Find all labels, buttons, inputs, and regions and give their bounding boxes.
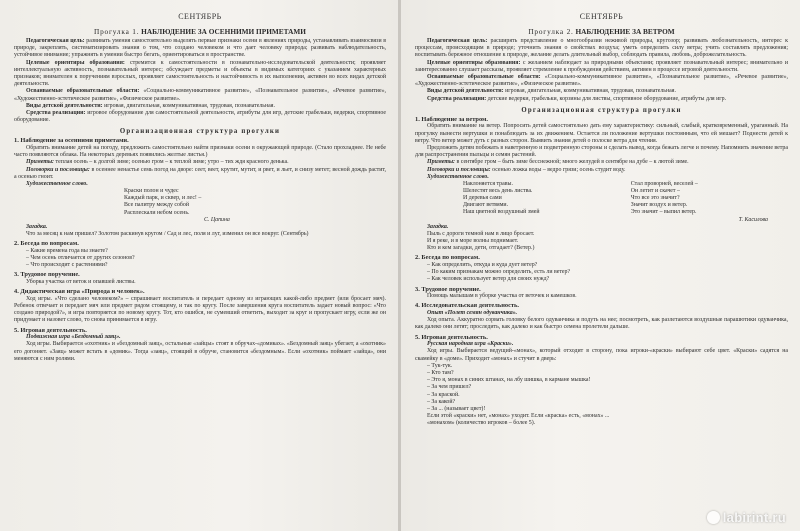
signs-paragraph: Приметы: в сентябре гром – быть зиме бесснежной; много желудей в сентябре на дубе – к лютой зиме. bbox=[427, 159, 689, 166]
game-text: Ход игры. Выбирается ведущий-«монах», который отходит в сторону, пока игроки-«краски» выбирают себе цвет. «Краски» садятся на скамейку в «доме». Приходит «монах» и стучит в дверь: bbox=[415, 348, 788, 362]
section-heading: 1. Наблюдение за ветром. bbox=[415, 115, 489, 123]
structure-heading: Организационная структура прогулки bbox=[521, 106, 682, 114]
walk-number: Прогулка 1. bbox=[94, 27, 140, 36]
walk-topic: НАБЛЮДЕНИЕ ЗА ОСЕННИМИ ПРИМЕТАМИ bbox=[141, 27, 306, 36]
areas-paragraph: Осваиваемые образовательные области: «Социально-коммуникативное развитие», «Познавательное развитие», «Речевое развитие», «Художественно-эстетическое развитие», «Физическое развитие». bbox=[415, 74, 788, 88]
proverbs-paragraph: Поговорки и пословицы: в осеннее ненастье семь погод на дворе: сеет, веет, крутит, мутит, и рвет, и льет, и снизу метет; весной дождь растит, а осенью гноит. bbox=[14, 166, 386, 180]
question: – Что происходит с растениями? bbox=[26, 262, 108, 269]
goal-paragraph: Педагогическая цель: расширять представление о многообразии неживой природы, кругозор; развивать любознательность, интерес к процессам, происходящим в природе; уточнить знания о свойствах воздуха; уметь определить силу ветра; учить составлять предложения; воспитывать бережное отношение к природе, желание делать длительный выбор, соблюдать правила, любовь, доброжелательность. bbox=[415, 38, 788, 59]
section-heading: 3. Трудовое поручение. bbox=[415, 285, 481, 293]
walk-number: Прогулка 2. bbox=[528, 27, 574, 36]
targets-paragraph: Целевые ориентиры образования: с желанием наблюдает за природными объектами; проявляет познавательный интерес; внимательно и заинтересованно слушает рассказы, проявляет стремление к пробуждения действием, активен в процессе игровой деятельности. bbox=[415, 59, 788, 73]
poem-author: С. Цапина bbox=[204, 216, 230, 223]
poem-line: Стал проворней, веселей – bbox=[630, 181, 698, 188]
targets-paragraph: Целевые ориентиры образования: стремится к самостоятельности в познавательно-исследовательской деятельности; проявляет интеллектуальную активность, познавательный интерес; обсуждает предметы и объекты в видимых категориях с указанием характерных признаков; внимателен к поручениям взрослых, проявляет самостоятельность и настойчивость в их выполнении, активен во всех видах детской деятельности. bbox=[14, 59, 386, 88]
walk-topic: НАБЛЮДЕНИЕ ЗА ВЕТРОМ bbox=[575, 27, 675, 36]
poem-line: И деревья сами bbox=[463, 195, 502, 202]
walk-title bbox=[14, 27, 386, 36]
poem-line: Наш цветной воздушный змей bbox=[463, 209, 540, 216]
left-page bbox=[0, 0, 398, 531]
riddle-label: Загадка. bbox=[427, 223, 449, 230]
poem-line: Наклоняется травы. bbox=[463, 181, 513, 188]
riddle-line: Пыль с дороги темной нам в лицо бросает. bbox=[427, 230, 535, 237]
question: – Как человек использует ветер для своих нужд? bbox=[427, 276, 550, 283]
dialog-line: – За краской. bbox=[427, 391, 460, 398]
labirint-logo-icon bbox=[707, 511, 720, 524]
dialog-line: – Это я, монах в синих штанах, на лбу шишка, в кармане мышка! bbox=[427, 377, 591, 384]
observation-text: Обратить внимание детей на погоду, предложить самостоятельно найти признаки осени в окружающей природе. (Стало прохладнее. Не небе часто появляются облака. На некоторых деревьях появились желтые листья.) bbox=[14, 145, 386, 159]
poem-column-left bbox=[463, 181, 600, 224]
riddle-text: Что за месяц к нам пришел? Золотом раскинув кругом / Сад и лес, поля и луг, изменил он все вокруг. (Сентябрь) bbox=[26, 230, 309, 237]
poem-line: Двигают ветвями. bbox=[463, 202, 509, 209]
labor-text: Уборка участка от веток и опавшей листвы. bbox=[26, 278, 136, 285]
section-heading: 4. Дидактическая игра «Природа и человек». bbox=[14, 288, 145, 296]
game-end-text-2: «монахом» (количество игроков – более 5). bbox=[427, 420, 536, 427]
art-word-label: Художественное слово. bbox=[26, 181, 88, 188]
proverbs-paragraph: Поговорки и пословицы: осенью ложка воды – ведро грязи; осень студит воду. bbox=[427, 166, 626, 173]
poem-line: Значит воздух и ветер. bbox=[630, 202, 688, 209]
right-page bbox=[401, 0, 800, 531]
section-heading: 4. Исследовательская деятельность. bbox=[415, 302, 520, 310]
poem-line: Что все это значит? bbox=[630, 195, 680, 202]
didactic-game-text: Ход игры. «Что сделано человеком?» – спрашивает воспитатель и передает одному из играющих какой-либо предмет (или бросает мяч). Ребенок отвечает и передает мяч или предмет рядом стоящему, и так по кругу. После завершения круга воспитатель задает новый вопрос: «Что создано природой?», и игра повторяется по новому кругу. Тот, кто ошибся, не сумевший ответить, выходит за круг и пропускает игру, если же он придумает и назовет слово, то снова принимается в игру. bbox=[14, 295, 386, 324]
riddle-line: И я реке, и в море волны поднимает. bbox=[427, 238, 519, 245]
section-heading: 1. Наблюдение за осенними приметами. bbox=[14, 137, 129, 145]
poem-line: Шелестят весь день листва. bbox=[463, 188, 533, 195]
poem-line: Расплескали небом осень. bbox=[124, 209, 190, 216]
experiment-text: Ход опыта. Аккуратно сорвать головку белого одуванчика и подуть на нее; посмотреть, как разлетаются воздушные парашютики одуванчика, как далеко они летят; проследить, как далеко и как быстро семена пролетели дальше. bbox=[415, 317, 788, 331]
structure-heading: Организационная структура прогулки bbox=[119, 128, 281, 136]
poem-line: Это значит – выпил ветер. bbox=[630, 209, 697, 216]
question: – Как определить, откуда и куда дует ветер? bbox=[427, 262, 538, 269]
poem bbox=[415, 181, 788, 224]
question: – Чем осень отличается от других сезонов? bbox=[26, 254, 135, 261]
game-label: Русская народная игра «Краски». bbox=[427, 341, 514, 348]
poem bbox=[14, 188, 386, 223]
poem-line: Все палитру между собой bbox=[124, 202, 190, 209]
means-paragraph: Средства реализации: игровое оборудование для самостоятельной деятельности, атрибуты для игр, детские грабельки, ведерки, спортивное оборудование. bbox=[14, 110, 386, 124]
watermark-text: labirint.ru bbox=[722, 510, 786, 525]
riddle-label: Загадка. bbox=[26, 223, 48, 230]
dialog-line: – За ... (называет цвет)! bbox=[427, 406, 486, 413]
activity-paragraph: Виды детской деятельности: игровая, двигательная, коммуникативная, трудовая, познавательная. bbox=[26, 102, 275, 109]
section-heading: 2. Беседа по вопросам. bbox=[14, 240, 79, 248]
observation-text-2: Предложить детям побежать в наветренную и подветренную стороны и сделать вывод, когда бежать легче и почему. Напомнить значение ветра для распространения пыльцы и семян растений. bbox=[415, 145, 788, 159]
experiment-label: Опыт «Полет семян одуванчика». bbox=[427, 310, 518, 317]
section-heading: 3. Трудовое поручение. bbox=[14, 271, 80, 279]
poem-line: Краски полон и чудес bbox=[124, 188, 179, 195]
poem-line: Каждый парк, и сквер, и лес! – bbox=[124, 195, 202, 202]
poem-line: Он летит и скачет – bbox=[630, 188, 680, 195]
dialog-line: – Тук-тук. bbox=[427, 362, 453, 369]
page-header-month: СЕНТЯБРЬ bbox=[579, 12, 624, 21]
question: – По каким признакам можно определить, есть ли ветер? bbox=[427, 269, 571, 276]
activity-paragraph: Виды детской деятельности: игровая, двигательная, коммуникативная, трудовая, познавательная. bbox=[427, 88, 676, 95]
game-end-text: Если этой «краски» нет, «монах» уходит. Если «краска» есть, «монах» ... bbox=[427, 413, 610, 420]
observation-text: Обратить внимание на ветер. Попросить детей самостоятельно дать ему характеристику: сильный, слабый, кратковременный, ураганный. На прогулку вынести вертушки и понаблюдать за их движением. Остается ли положение вертушки постоянным, что ей мешает? Поднести детей к ветру. Что ветер может дуть с разных сторон. Выявить знания детей о полоске ветра для чтения. bbox=[415, 123, 788, 144]
page-header-month: СЕНТЯБРЬ bbox=[178, 12, 222, 21]
poem-author: Т. Касилова bbox=[738, 216, 768, 223]
poem-column-right bbox=[631, 181, 768, 224]
dialog-line: – За чем пришел? bbox=[427, 384, 472, 391]
means-paragraph: Средства реализации: детские ведерки, грабельки, корзины для листвы, спортивное оборудование, атрибуты для игр. bbox=[427, 95, 727, 102]
walk-title bbox=[415, 27, 788, 36]
dialog-line: – Кто там? bbox=[427, 370, 454, 377]
section-heading: 2. Беседа по вопросам. bbox=[415, 254, 480, 262]
game-label: Подвижная игра «Бездомный заяц». bbox=[26, 334, 121, 341]
areas-paragraph: Осваиваемые образовательные области: «Социально-коммуникативное развитие», «Познавательное развитие», «Речевое развитие», «Художественно-эстетическое развитие», «Физическое развитие». bbox=[14, 88, 386, 102]
section-heading: 5. Игровая деятельность. bbox=[14, 326, 87, 334]
signs-paragraph: Приметы: теплая осень – к долгой зиме; осенью гром – к теплой зиме; утро – тих ждя красного денька. bbox=[26, 159, 289, 166]
watermark-logo bbox=[707, 510, 786, 525]
goal-paragraph: Педагогическая цель: развивать умения самостоятельно выделять первые признаки осени в явлениях природы, устанавливать взаимосвязи в природе, закреплять, систематизировать знания о том, что создано человеком и что дает человеку природа; развивать наблюдательность, устойчивое внимание; упражнять в умении быстро бегать, ориентироваться в пространстве. bbox=[14, 38, 386, 59]
game-text: Ход игры. Выбирается «охотник» и «бездомный заяц», остальные «зайцы» стоят в обручах-«домиках». «Бездомный заяц» убегает, а «охотник» его догоняет. «Заяц» может встать в «домик». Тогда «заяц», стоящий в обруче, становится «бездомным». Если «охотник» поймает «зайца», они меняются с ним ролями. bbox=[14, 341, 386, 362]
art-word-label: Художественное слово. bbox=[427, 173, 489, 180]
question: – Какие времена года вы знаете? bbox=[26, 247, 108, 254]
section-heading: 5. Игровая деятельность. bbox=[415, 333, 488, 341]
dialog-line: – За какой? bbox=[427, 398, 456, 405]
labor-text: Помощь малышам в уборке участка от веточек и камешков. bbox=[427, 293, 577, 300]
riddle-line: Кто и кем загадки, дети, отгадает? (Ветер.) bbox=[427, 245, 535, 252]
